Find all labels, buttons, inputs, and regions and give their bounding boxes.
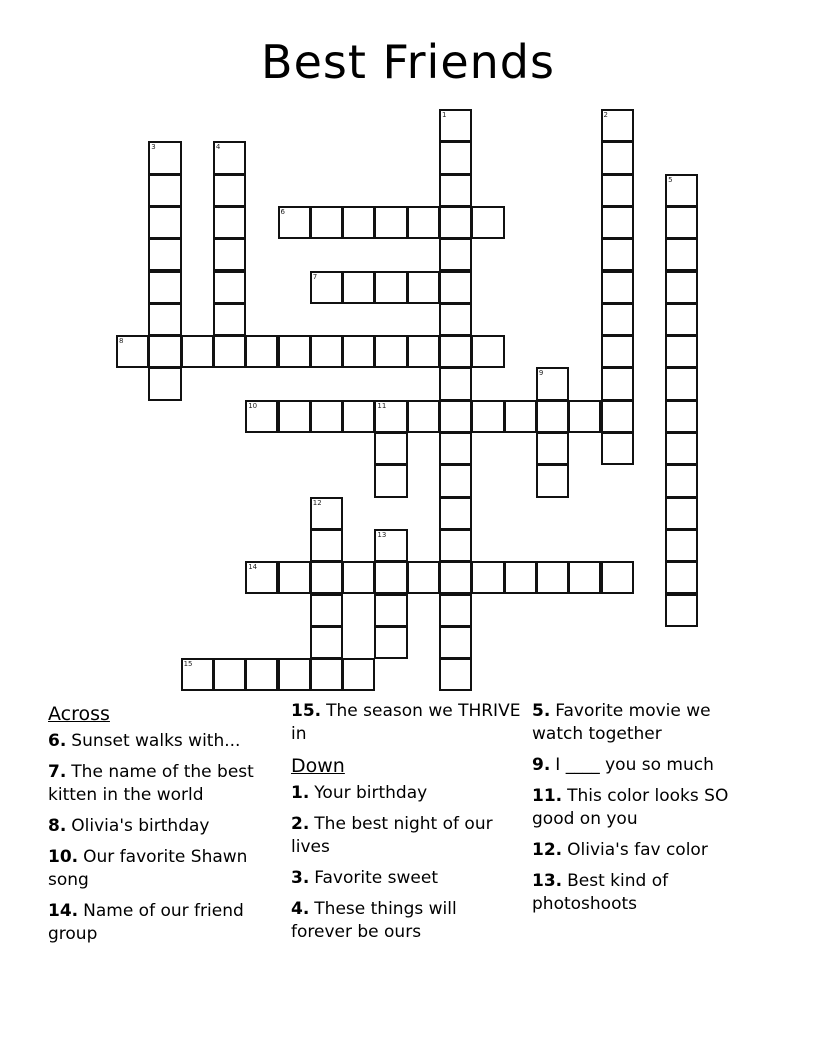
grid-cell[interactable] [148, 271, 181, 304]
grid-cell[interactable] [407, 400, 440, 433]
grid-cell[interactable] [310, 335, 343, 368]
grid-cell[interactable] [439, 335, 472, 368]
grid-cell[interactable] [601, 367, 634, 400]
grid-cell[interactable] [439, 109, 472, 142]
grid-cell[interactable] [213, 141, 246, 174]
grid-cell[interactable] [601, 238, 634, 271]
clue-down-5: 5. Favorite movie we watch together [532, 701, 711, 744]
grid-cell[interactable] [536, 561, 569, 594]
grid-cell[interactable] [148, 174, 181, 207]
grid-cell[interactable] [601, 303, 634, 336]
grid-cell[interactable] [601, 432, 634, 465]
grid-cell[interactable] [665, 432, 698, 465]
clues-column-2 [291, 700, 521, 952]
grid-cell[interactable] [601, 206, 634, 239]
clue-across-14: 14. Name of our friend group [48, 901, 244, 944]
grid-cell[interactable] [439, 400, 472, 433]
grid-cell[interactable] [439, 529, 472, 562]
grid-cell[interactable] [213, 206, 246, 239]
grid-cell[interactable] [148, 303, 181, 336]
grid-cell[interactable] [278, 561, 311, 594]
grid-cell[interactable] [213, 335, 246, 368]
grid-cell[interactable] [439, 367, 472, 400]
clue-across-8: 8. Olivia's birthday [48, 816, 210, 836]
grid-cell[interactable] [148, 335, 181, 368]
grid-cell[interactable] [601, 335, 634, 368]
grid-cell[interactable] [439, 464, 472, 497]
grid-cell[interactable] [342, 561, 375, 594]
grid-cell[interactable] [536, 432, 569, 465]
clue-number: 6 [280, 207, 285, 216]
grid-cell[interactable] [439, 561, 472, 594]
clue-number: 11 [377, 401, 387, 410]
clue-down-3: 3. Favorite sweet [291, 868, 438, 888]
grid-cell[interactable] [342, 206, 375, 239]
across-heading: Across [48, 703, 110, 725]
grid-cell[interactable] [504, 400, 537, 433]
grid-cell[interactable] [374, 626, 407, 659]
grid-cell[interactable] [568, 561, 601, 594]
grid-cell[interactable] [439, 432, 472, 465]
grid-cell[interactable] [148, 141, 181, 174]
grid-cell[interactable] [665, 367, 698, 400]
grid-cell[interactable] [374, 529, 407, 562]
grid-cell[interactable] [665, 174, 698, 207]
clue-number: 13 [377, 530, 387, 539]
clue-number: 5 [668, 175, 673, 184]
clue-down-11: 11. This color looks SO good on you [532, 786, 729, 829]
grid-cell[interactable] [310, 206, 343, 239]
grid-cell[interactable] [181, 658, 214, 691]
clue-down-2: 2. The best night of our lives [291, 814, 493, 857]
grid-cell[interactable] [342, 400, 375, 433]
grid-cell[interactable] [439, 497, 472, 530]
grid-cell[interactable] [213, 238, 246, 271]
grid-cell[interactable] [374, 432, 407, 465]
grid-cell[interactable] [213, 174, 246, 207]
grid-cell[interactable] [665, 238, 698, 271]
grid-cell[interactable] [407, 206, 440, 239]
grid-cell[interactable] [439, 626, 472, 659]
grid-cell[interactable] [536, 367, 569, 400]
clue-number: 3 [151, 143, 156, 152]
grid-cell[interactable] [278, 400, 311, 433]
grid-cell[interactable] [471, 335, 504, 368]
grid-cell[interactable] [665, 303, 698, 336]
grid-cell[interactable] [374, 335, 407, 368]
grid-cell[interactable] [374, 206, 407, 239]
grid-cell[interactable] [407, 271, 440, 304]
grid-cell[interactable] [374, 561, 407, 594]
grid-cell[interactable] [374, 464, 407, 497]
grid-cell[interactable] [278, 206, 311, 239]
grid-cell[interactable] [310, 561, 343, 594]
grid-cell[interactable] [310, 497, 343, 530]
clue-across-6: 6. Sunset walks with... [48, 731, 241, 751]
clues-column-1 [48, 700, 278, 954]
grid-cell[interactable] [439, 303, 472, 336]
grid-cell[interactable] [342, 335, 375, 368]
clue-down-1: 1. Your birthday [291, 783, 428, 803]
grid-cell[interactable] [342, 271, 375, 304]
clue-number: 14 [248, 563, 258, 572]
clue-number: 12 [312, 498, 322, 507]
grid-cell[interactable] [245, 335, 278, 368]
down-heading: Down [291, 755, 345, 777]
clue-down-13: 13. Best kind of photoshoots [532, 871, 669, 914]
grid-cell[interactable] [407, 335, 440, 368]
clue-number: 4 [215, 143, 221, 152]
clue-number: 9 [538, 369, 544, 378]
clue-across-7: 7. The name of the best kitten in the world [48, 762, 254, 805]
grid-cell[interactable] [439, 141, 472, 174]
grid-cell[interactable] [310, 271, 343, 304]
grid-cell[interactable] [439, 658, 472, 691]
grid-cell[interactable] [213, 303, 246, 336]
clue-across-10: 10. Our favorite Shawn song [48, 847, 248, 890]
grid-cell[interactable] [471, 561, 504, 594]
grid-cell[interactable] [601, 400, 634, 433]
grid-cell[interactable] [439, 271, 472, 304]
grid-cell[interactable] [471, 400, 504, 433]
grid-cell[interactable] [310, 658, 343, 691]
clue-number: 15 [183, 660, 193, 669]
grid-cell[interactable] [310, 626, 343, 659]
crossword-grid [117, 110, 699, 692]
grid-cell[interactable] [568, 400, 601, 433]
grid-cell[interactable] [536, 400, 569, 433]
grid-cell[interactable] [310, 400, 343, 433]
grid-cell[interactable] [601, 141, 634, 174]
grid-cell[interactable] [601, 109, 634, 142]
grid-cell[interactable] [374, 271, 407, 304]
grid-cell[interactable] [407, 561, 440, 594]
grid-cell[interactable] [601, 271, 634, 304]
grid-cell[interactable] [439, 238, 472, 271]
grid-cell[interactable] [665, 529, 698, 562]
grid-cell[interactable] [278, 658, 311, 691]
grid-cell[interactable] [245, 400, 278, 433]
grid-cell[interactable] [439, 206, 472, 239]
grid-cell[interactable] [342, 658, 375, 691]
grid-cell[interactable] [245, 561, 278, 594]
grid-cell[interactable] [310, 594, 343, 627]
grid-cell[interactable] [665, 206, 698, 239]
clue-down-9: 9. I ____ you so much [532, 755, 714, 775]
clue-down-4: 4. These things will forever be ours [291, 899, 457, 942]
grid-cell[interactable] [374, 594, 407, 627]
grid-cell[interactable] [245, 658, 278, 691]
puzzle-title: Best Friends [261, 35, 555, 89]
grid-cell[interactable] [213, 271, 246, 304]
clue-number: 7 [312, 272, 318, 281]
grid-cell[interactable] [665, 400, 698, 433]
grid-cell[interactable] [665, 271, 698, 304]
grid-cell[interactable] [148, 238, 181, 271]
grid-cell[interactable] [148, 367, 181, 400]
grid-cell[interactable] [278, 335, 311, 368]
grid-cell[interactable] [181, 335, 214, 368]
clue-down-12: 12. Olivia's fav color [532, 840, 708, 860]
clue-number: 8 [119, 337, 124, 346]
clue-number: 2 [603, 111, 608, 119]
grid-cell[interactable] [601, 561, 634, 594]
grid-cell[interactable] [310, 529, 343, 562]
grid-cell[interactable] [374, 400, 407, 433]
grid-cell[interactable] [665, 464, 698, 497]
grid-cell[interactable] [213, 658, 246, 691]
grid-cell[interactable] [504, 561, 537, 594]
grid-cell[interactable] [536, 464, 569, 497]
grid-cell[interactable] [471, 206, 504, 239]
grid-cell[interactable] [601, 174, 634, 207]
grid-cell[interactable] [665, 594, 698, 627]
clues-column-3 [532, 700, 762, 924]
grid-cell[interactable] [148, 206, 181, 239]
grid-cell[interactable] [439, 174, 472, 207]
clue-number: 1 [442, 111, 447, 119]
grid-cell[interactable] [116, 335, 149, 368]
clue-across-15: 15. The season we THRIVE in [291, 701, 521, 744]
grid-cell[interactable] [665, 335, 698, 368]
clue-number: 10 [248, 401, 258, 410]
grid-cell[interactable] [439, 594, 472, 627]
grid-cell[interactable] [665, 497, 698, 530]
grid-cell[interactable] [665, 561, 698, 594]
